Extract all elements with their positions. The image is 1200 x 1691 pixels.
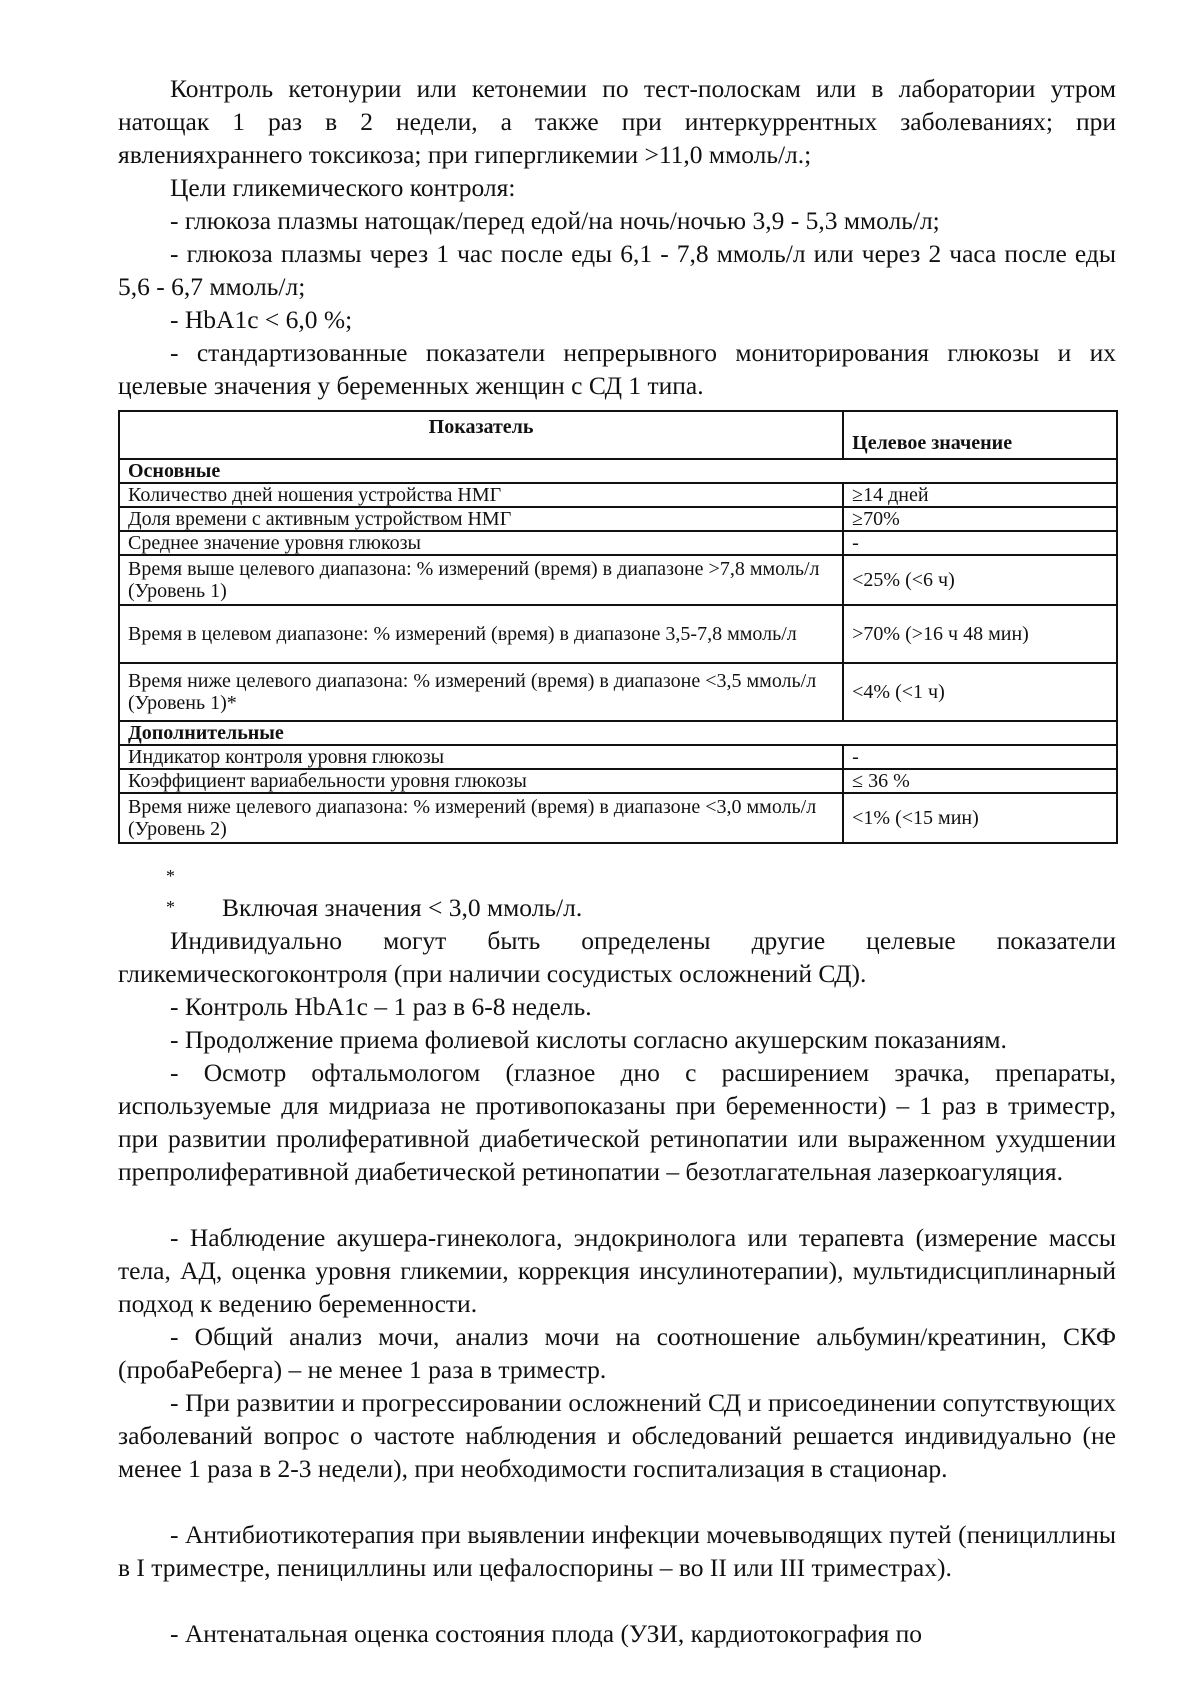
- row-target: <4% (<1 ч): [843, 663, 1117, 721]
- header-indicator: Показатель: [119, 411, 843, 459]
- paragraph-folic-acid: - Продолжение приема фолиевой кислоты согласно акушерским показаниям.: [170, 1025, 1007, 1054]
- table-row: [119, 555, 1117, 605]
- row-target: ≤ 36 %: [843, 769, 1117, 793]
- paragraph-individual-targets: Индивидуально могут быть определены другие целевые показатели гликемическогоконтроля (при наличии сосудистых осложнений СД).: [118, 926, 1116, 988]
- row-target: <25% (<6 ч): [843, 555, 1117, 605]
- table-row: [119, 745, 1117, 769]
- row-target: <1% (<15 мин): [843, 793, 1117, 843]
- paragraph-goal-postprandial: - глюкоза плазмы через 1 час после еды 6,1 - 7,8 ммоль/л или через 2 часа после еды 5,6 - 6,7 ммоль/л;: [118, 239, 1116, 301]
- paragraph-goal-hba1c: - HbA1c < 6,0 %;: [170, 305, 353, 334]
- paragraph-cgm-intro: - стандартизованные показатели непрерывного мониторирования глюкозы и их целевые значения у беременных женщин с СД 1 типа.: [118, 338, 1116, 400]
- row-indicator: Время ниже целевого диапазона: % измерений (время) в диапазоне <3,0 ммоль/л (Уровень 2): [119, 793, 843, 843]
- paragraph-antenatal: - Антенатальная оценка состояния плода (УЗИ, кардиотокография по: [170, 1619, 922, 1648]
- paragraph-observation: - Наблюдение акушера-гинеколога, эндокринолога или терапевта (измерение массы тела, АД, оценка уровня гликемии, коррекция инсулинотерапии), мультидисциплинарный подход к ведению беременности.: [118, 1223, 1116, 1318]
- paragraph-complications: - При развитии и прогрессировании осложнений СД и присоединении сопутствующих заболеваний вопрос о частоте наблюдения и обследований решается индивидуально (не менее 1 раза в 2-3 недели), при необходимости госпитализация в стационар.: [118, 1388, 1116, 1483]
- table-section-extra: [119, 721, 1117, 745]
- table-row: [119, 769, 1117, 793]
- paragraph-goals-heading: Цели гликемического контроля:: [170, 173, 516, 202]
- paragraph-goal-fasting: - глюкоза плазмы натощак/перед едой/на ночь/ночью 3,9 - 5,3 ммоль/л;: [170, 206, 940, 235]
- row-indicator: Среднее значение уровня глюкозы: [119, 531, 843, 555]
- paragraph-ketonuria: Контроль кетонурии или кетонемии по тест-полоскам или в лаборатории утром натощак 1 раз в 2 недели, а также при интеркуррентных заболеваниях; при явленияхраннего токсикоза; при гипергликемии >11,0 ммоль/л.;: [118, 74, 1116, 169]
- table-section-main: [119, 459, 1117, 483]
- footnote-text: Включая значения < 3,0 ммоль/л.: [222, 893, 583, 922]
- row-indicator: Время в целевом диапазоне: % измерений (время) в диапазоне 3,5-7,8 ммоль/л: [119, 605, 843, 663]
- table-header-row: [119, 411, 1117, 459]
- paragraph-antibiotics: - Антибиотикотерапия при выявлении инфекции мочевыводящих путей (пенициллины в I триместре, пенициллины или цефалоспорины – во II или III триместрах).: [118, 1520, 1116, 1582]
- row-indicator: Индикатор контроля уровня глюкозы: [119, 745, 843, 769]
- row-indicator: Доля времени с активным устройством НМГ: [119, 507, 843, 531]
- paragraph-hba1c-control: - Контроль HbA1c – 1 раз в 6-8 недель.: [170, 992, 592, 1021]
- cgm-targets-table: [118, 410, 1118, 844]
- row-indicator: Время выше целевого диапазона: % измерений (время) в диапазоне >7,8 ммоль/л (Уровень 1): [119, 555, 843, 605]
- paragraph-ophthalmologist: - Осмотр офтальмологом (глазное дно с расширением зрачка, препараты, используемые для мидриаза не противопоказаны при беременности) – 1 раз в триместр, при развитии пролиферативной диабетической ретинопатии или выраженном ухудшении препролиферативной диабетической ретинопатии – безотлагательная лазеркоагуляция.: [118, 1058, 1116, 1186]
- table-row: [119, 483, 1117, 507]
- row-indicator: Количество дней ношения устройства НМГ: [119, 483, 843, 507]
- table-row: [119, 605, 1117, 663]
- section-label-extra: Дополнительные: [119, 721, 1117, 745]
- row-target: -: [843, 531, 1117, 555]
- row-indicator: Время ниже целевого диапазона: % измерений (время) в диапазоне <3,5 ммоль/л (Уровень 1)*: [119, 663, 843, 721]
- table-row: [119, 663, 1117, 721]
- row-target: ≥70%: [843, 507, 1117, 531]
- table-row: [119, 793, 1117, 843]
- row-target: ≥14 дней: [843, 483, 1117, 507]
- row-indicator: Коэффициент вариабельности уровня глюкозы: [119, 769, 843, 793]
- section-label-main: Основные: [119, 459, 1117, 483]
- header-target: Целевое значение: [843, 411, 1117, 459]
- row-target: >70% (>16 ч 48 мин): [843, 605, 1117, 663]
- footnote-star-top: *: [166, 866, 175, 886]
- table-row: [119, 531, 1117, 555]
- table-row: [119, 507, 1117, 531]
- row-target: -: [843, 745, 1117, 769]
- paragraph-urine-analysis: - Общий анализ мочи, анализ мочи на соотношение альбумин/креатинин, СКФ (пробаРеберга) – не менее 1 раза в триместр.: [118, 1322, 1116, 1384]
- footnote-star: *: [166, 897, 175, 917]
